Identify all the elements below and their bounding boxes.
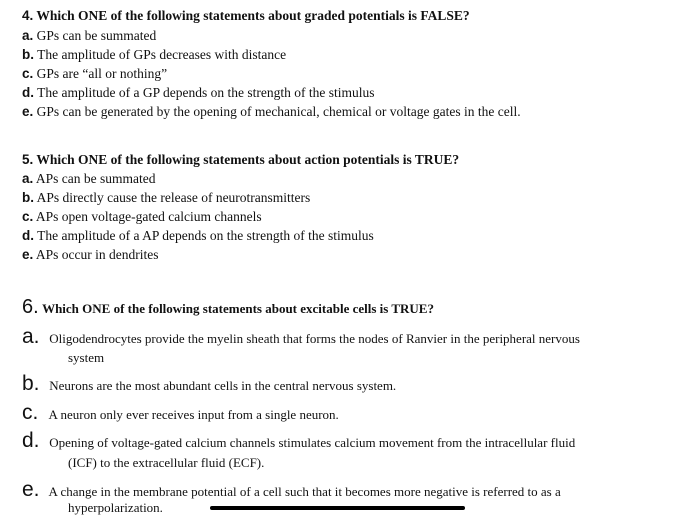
option-5e	[22, 247, 159, 263]
option-text: GPs can be generated by the opening of mechanical, chemical or voltage gates in the cell.	[36, 104, 521, 119]
option-text: The amplitude of a AP depends on the strength of the stimulus	[37, 228, 374, 243]
option-text: APs directly cause the release of neurotransmitters	[36, 190, 311, 205]
option-text: Neurons are the most abundant cells in the central nervous system.	[49, 378, 397, 393]
option-text: APs open voltage-gated calcium channels	[35, 209, 262, 224]
question-text: Which ONE of the following statements about graded potentials is FALSE?	[36, 8, 470, 23]
option-text: The amplitude of GPs decreases with distance	[37, 47, 287, 62]
option-text: Oligodendrocytes provide the myelin sheath that forms the nodes of Ranvier in the peripheral nervous	[49, 331, 580, 346]
option-5b	[22, 190, 310, 206]
question-number: 5.	[22, 152, 34, 167]
option-letter: e.	[22, 104, 34, 119]
option-letter: c.	[22, 209, 34, 224]
option-letter: b.	[22, 372, 40, 395]
option-6a-continuation: system	[68, 350, 105, 365]
question-text: Which ONE of the following statements about action potentials is TRUE?	[36, 152, 460, 167]
option-letter: c.	[22, 66, 34, 81]
option-text: A neuron only ever receives input from a single neuron.	[48, 407, 339, 422]
option-5c	[22, 209, 262, 225]
question-6-heading	[22, 296, 434, 319]
option-5a	[22, 171, 156, 187]
option-4e	[22, 104, 521, 120]
option-6e	[22, 478, 561, 502]
option-6a	[22, 325, 580, 349]
option-5d	[22, 228, 374, 244]
option-letter: a.	[22, 325, 40, 348]
option-text: APs can be summated	[35, 171, 156, 186]
option-letter: c.	[22, 401, 39, 424]
question-5-heading	[22, 152, 459, 168]
option-letter: d.	[22, 85, 34, 100]
option-letter: b.	[22, 47, 34, 62]
option-4b	[22, 47, 286, 63]
option-text: GPs are “all or nothing”	[36, 66, 168, 81]
option-letter: d.	[22, 228, 34, 243]
underline-stroke	[210, 506, 465, 510]
option-text: The amplitude of a GP depends on the strength of the stimulus	[37, 85, 375, 100]
option-letter: b.	[22, 190, 34, 205]
option-4d	[22, 85, 374, 101]
question-number: 4.	[22, 8, 34, 23]
question-text: Which ONE of the following statements about excitable cells is TRUE?	[42, 301, 434, 316]
option-4a	[22, 28, 156, 44]
option-letter: a.	[22, 28, 34, 43]
question-number: 6.	[22, 296, 39, 318]
option-text: Opening of voltage-gated calcium channels stimulates calcium movement from the intracellular fluid	[49, 435, 576, 450]
option-text: GPs can be summated	[36, 28, 157, 43]
option-6d	[22, 429, 575, 453]
question-4-heading	[22, 8, 470, 24]
option-letter: e.	[22, 478, 40, 501]
option-letter: e.	[22, 247, 34, 262]
option-letter: a.	[22, 171, 34, 186]
option-6b	[22, 372, 396, 396]
option-4c	[22, 66, 167, 82]
option-6d-continuation: (ICF) to the extracellular fluid (ECF).	[68, 455, 265, 470]
option-6c	[22, 401, 339, 425]
option-6e-continuation: hyperpolarization.	[68, 500, 163, 515]
option-letter: d.	[22, 429, 40, 452]
option-text: APs occur in dendrites	[35, 247, 159, 262]
option-text: A change in the membrane potential of a cell such that it becomes more negative is referred to as a	[48, 484, 561, 499]
